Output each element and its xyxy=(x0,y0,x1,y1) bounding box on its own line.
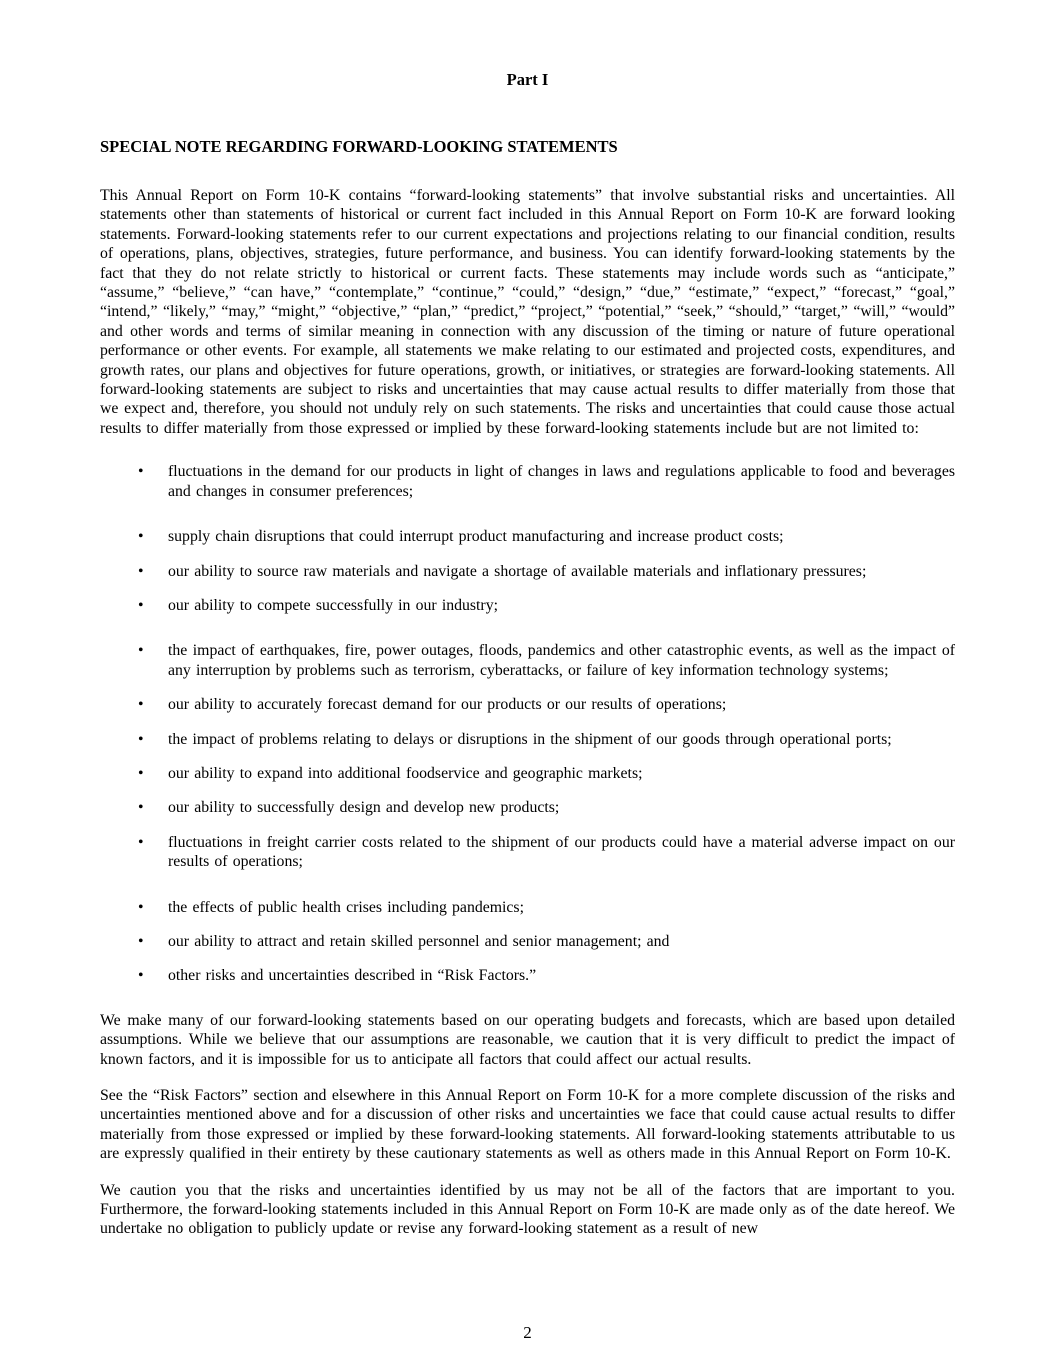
bullet-icon: • xyxy=(138,764,144,782)
bullet-text: our ability to source raw materials and navigate a shortage of available materials and inflationary pressures; xyxy=(168,562,867,580)
part-title: Part I xyxy=(506,70,549,89)
bullet-text: the impact of earthquakes, fire, power outages, floods, pandemics and other catastrophic events, as well as the impact of any interruption by problems such as terrorism, cyberattacks, or failure of key information technology systems; xyxy=(168,642,955,679)
list-item xyxy=(100,966,955,985)
bullet-icon: • xyxy=(138,642,144,660)
list-item xyxy=(100,833,955,872)
list-item xyxy=(100,462,955,501)
bullet-icon: • xyxy=(138,730,144,748)
bullet-text: the impact of problems relating to delays or disruptions in the shipment of our goods through operational ports; xyxy=(168,730,892,748)
list-item xyxy=(100,562,955,581)
bullet-icon: • xyxy=(138,932,144,950)
list-item xyxy=(100,730,955,749)
bullet-icon: • xyxy=(138,696,144,714)
closing-paragraph: We caution you that the risks and uncertainties identified by us may not be all of the factors that are important to you. Furthermore, the forward-looking statements included in this Annual Report on Form 10-K are made only as of the date hereof. We undertake no obligation to publicly update or revise any forward-looking statement as a result of new xyxy=(100,1181,955,1238)
list-item xyxy=(100,695,955,714)
bullet-text: fluctuations in freight carrier costs related to the shipment of our products could have a material adverse impact on our results of operations; xyxy=(168,833,955,871)
bullet-text: our ability to attract and retain skilled personnel and senior management; and xyxy=(168,932,670,950)
section-heading: SPECIAL NOTE REGARDING FORWARD-LOOKING STATEMENTS xyxy=(100,137,618,156)
bullet-icon: • xyxy=(138,562,144,580)
list-item xyxy=(100,932,955,951)
bullet-text: supply chain disruptions that could interrupt product manufacturing and increase product costs; xyxy=(168,528,784,546)
intro-paragraph: This Annual Report on Form 10-K contains “forward-looking statements” that involve substantial risks and uncertainties. All statements other than statements of historical or current fact included in this Annual Report on Form 10-K are forward looking statements. Forward-looking statements refer to our current expectations and projections relating to our financial condition, results of operations, plans, objectives, strategies, future performance, and business. You can identify forward-looking statements by the fact that they do not relate strictly to historical or current facts. These statements may include words such as “anticipate,” “assume,” “believe,” “can have,” “contemplate,” “continue,” “could,” “design,” “due,” “estimate,” “expect,” “forecast,” “goal,” “intend,” “likely,” “may,” “might,” “objective,” “plan,” “predict,” “project,” “potential,” “seek,” “should,” “target,” “will,” “would” and other words and terms of similar meaning in connection with any discussion of the timing or nature of future operational performance or other events. For example, all statements we make relating to our estimated and projected costs, expenditures, and growth rates, our plans and objectives for future operations, growth, or initiatives, or strategies are forward-looking statements. All forward-looking statements are subject to risks and uncertainties that may cause actual results to differ materially from those that we expect and, therefore, you should not unduly rely on such statements. The risks and uncertainties that could cause those actual results to differ materially from those expressed or implied by these forward-looking statements include but are not limited to: xyxy=(100,187,955,437)
bullet-text: our ability to compete successfully in our industry; xyxy=(168,596,498,614)
bullet-text: our ability to expand into additional foodservice and geographic markets; xyxy=(168,764,643,782)
closing-section xyxy=(100,1011,955,1239)
bullet-icon: • xyxy=(138,463,144,481)
list-item xyxy=(100,798,955,817)
list-item xyxy=(100,898,955,917)
bullet-icon: • xyxy=(138,833,144,851)
bullet-icon: • xyxy=(138,967,144,985)
bullet-text: other risks and uncertainties described in “Risk Factors.” xyxy=(168,967,537,985)
page-number: 2 xyxy=(523,1323,532,1342)
list-item xyxy=(100,596,955,615)
bullet-text: fluctuations in the demand for our products in light of changes in laws and regulations applicable to food and beverages and changes in consumer preferences; xyxy=(168,463,955,500)
list-item xyxy=(100,641,955,680)
risk-bullet-list xyxy=(100,462,955,986)
bullet-icon: • xyxy=(138,528,144,546)
bullet-icon: • xyxy=(138,596,144,614)
closing-paragraph: See the “Risk Factors” section and elsewhere in this Annual Report on Form 10-K for a more complete discussion of the risks and uncertainties mentioned above and for a discussion of other risks and uncertainties we face that could cause actual results to differ materially from those expressed or implied by these forward-looking statements. All forward-looking statements attributable to us are expressly qualified in their entirety by these cautionary statements as well as others made in this Annual Report on Form 10-K. xyxy=(100,1087,955,1163)
list-item xyxy=(100,527,955,546)
closing-paragraph: We make many of our forward-looking statements based on our operating budgets and forecasts, which are based upon detailed assumptions. While we believe that our assumptions are reasonable, we caution that it is very difficult to predict the impact of known factors, and it is impossible for us to anticipate all factors that could affect our actual results. xyxy=(100,1011,955,1068)
bullet-icon: • xyxy=(138,898,144,916)
bullet-icon: • xyxy=(138,799,144,817)
bullet-text: our ability to accurately forecast demand for our products or our results of operations; xyxy=(168,696,727,714)
bullet-text: the effects of public health crises including pandemics; xyxy=(168,898,524,916)
bullet-text: our ability to successfully design and develop new products; xyxy=(168,799,560,817)
list-item xyxy=(100,764,955,783)
